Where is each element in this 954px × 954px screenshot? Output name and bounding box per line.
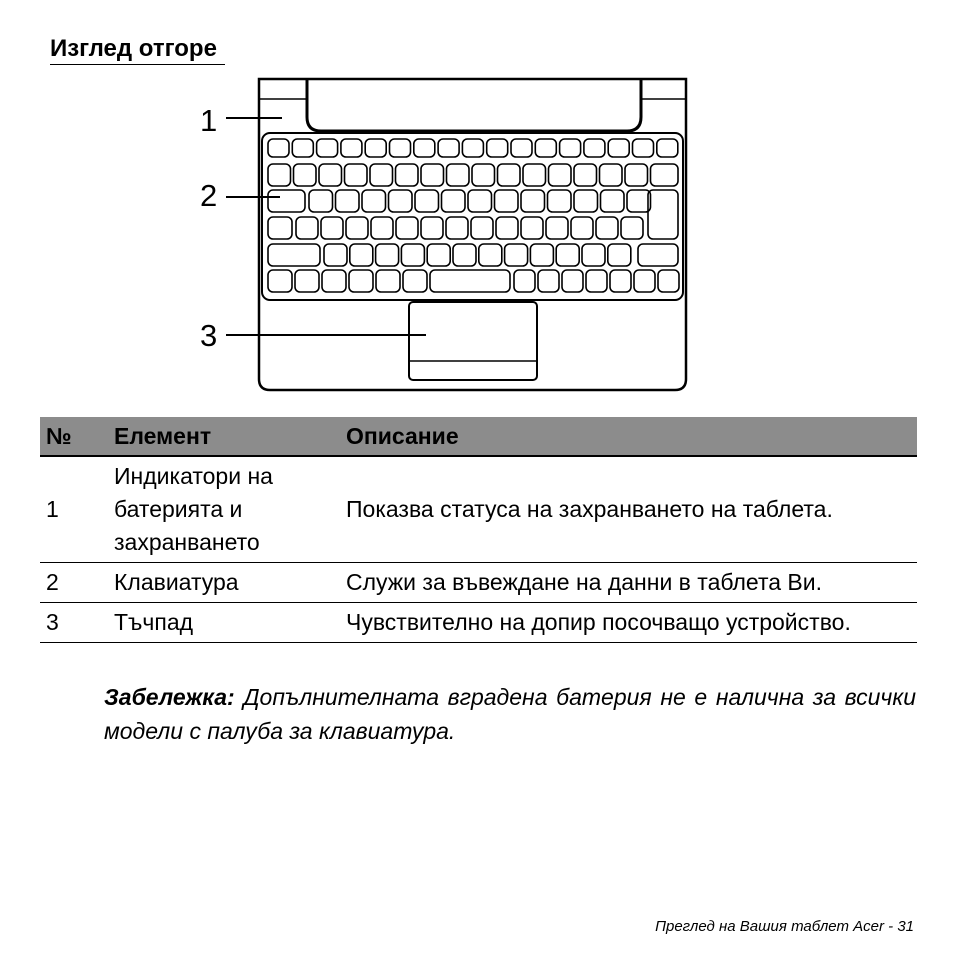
keyboard-key bbox=[638, 244, 678, 266]
keyboard-key bbox=[396, 217, 418, 239]
keyboard-key bbox=[472, 164, 495, 186]
dock-outline bbox=[259, 79, 686, 390]
keyboard-key bbox=[370, 164, 393, 186]
row-element: Клавиатура bbox=[108, 563, 340, 603]
keyboard-key bbox=[530, 244, 553, 266]
keyboard-key bbox=[446, 217, 468, 239]
keyboard-key bbox=[546, 217, 568, 239]
keyboard-key bbox=[514, 270, 535, 292]
keyboard-key bbox=[621, 217, 643, 239]
hinge bbox=[307, 79, 641, 131]
keyboard-key bbox=[345, 164, 368, 186]
keyboard-key bbox=[365, 139, 386, 157]
callout-1: 1 bbox=[200, 103, 218, 138]
keyboard-key bbox=[453, 244, 476, 266]
keyboard-key bbox=[479, 244, 502, 266]
keyboard-key bbox=[322, 270, 346, 292]
callout-2: 2 bbox=[200, 178, 218, 213]
keyboard-key bbox=[309, 190, 333, 212]
keyboard-key bbox=[268, 244, 320, 266]
header-element: Елемент bbox=[108, 417, 340, 456]
keyboard-key bbox=[415, 190, 439, 212]
keyboard-key bbox=[447, 164, 470, 186]
keyboard-key bbox=[505, 244, 528, 266]
keyboard-key bbox=[427, 244, 450, 266]
keyboard-key bbox=[562, 270, 583, 292]
keyboard-key bbox=[421, 217, 443, 239]
row-element: Индикатори на батерията и захранването bbox=[108, 456, 340, 563]
keyboard-key bbox=[560, 139, 581, 157]
keyboard-key bbox=[658, 270, 679, 292]
keyboard-key bbox=[495, 190, 519, 212]
keyboard-key bbox=[571, 217, 593, 239]
keyboard-key bbox=[523, 164, 546, 186]
keyboard-key bbox=[268, 190, 305, 212]
keyboard-key bbox=[586, 270, 607, 292]
keyboard-key bbox=[414, 139, 435, 157]
note-text: Допълнителната вградена батерия не е налична за всички модели с палуба за клавиатура. bbox=[104, 684, 916, 744]
keyboard-key bbox=[349, 270, 373, 292]
keyboard-key bbox=[350, 244, 373, 266]
keyboard-key bbox=[403, 270, 427, 292]
keyboard-key bbox=[556, 244, 579, 266]
keyboard-key bbox=[574, 190, 598, 212]
keyboard-key bbox=[657, 139, 678, 157]
keyboard-key bbox=[582, 244, 605, 266]
section-title: Изглед отгоре bbox=[50, 34, 225, 65]
table-header-row bbox=[40, 417, 917, 456]
keyboard-key bbox=[321, 217, 343, 239]
keyboard-key bbox=[538, 270, 559, 292]
keyboard-key bbox=[401, 244, 424, 266]
keyboard-key bbox=[608, 244, 631, 266]
row-number: 2 bbox=[40, 563, 108, 603]
keyboard-key bbox=[341, 139, 362, 157]
keyboard-key bbox=[376, 244, 399, 266]
callout-3: 3 bbox=[200, 318, 218, 353]
keyboard-dock-drawing bbox=[190, 72, 700, 397]
table-row bbox=[40, 456, 917, 563]
keyboard-key bbox=[496, 217, 518, 239]
keyboard-key bbox=[625, 164, 648, 186]
row-description: Чувствително на допир посочващо устройство. bbox=[340, 603, 917, 643]
keyboard-key bbox=[634, 270, 655, 292]
keyboard-key bbox=[389, 190, 413, 212]
keyboard-key bbox=[421, 164, 444, 186]
keyboard-key bbox=[584, 139, 605, 157]
keyboard-key bbox=[362, 190, 386, 212]
keyboard-key bbox=[319, 164, 342, 186]
touchpad bbox=[409, 302, 537, 380]
keyboard-key bbox=[511, 139, 532, 157]
keyboard-key bbox=[324, 244, 347, 266]
header-description: Описание bbox=[340, 417, 917, 456]
keyboard-key bbox=[487, 139, 508, 157]
keyboard-key bbox=[317, 139, 338, 157]
keyboard-key bbox=[442, 190, 466, 212]
keyboard-key bbox=[336, 190, 360, 212]
keyboard-key bbox=[596, 217, 618, 239]
keyboard-key bbox=[548, 190, 572, 212]
keyboard-key bbox=[376, 270, 400, 292]
keyboard-key bbox=[268, 139, 289, 157]
table-row bbox=[40, 563, 917, 603]
row-description: Показва статуса на захранването на таблета. bbox=[340, 456, 917, 563]
keyboard-key bbox=[295, 270, 319, 292]
keyboard-key bbox=[471, 217, 493, 239]
row-number: 3 bbox=[40, 603, 108, 643]
row-number: 1 bbox=[40, 456, 108, 563]
page-footer: Преглед на Вашия таблет Acer - 31 bbox=[655, 918, 914, 935]
keyboard-key bbox=[574, 164, 597, 186]
keyboard-key bbox=[268, 164, 291, 186]
keyboard-key bbox=[521, 190, 545, 212]
keyboard-key bbox=[521, 217, 543, 239]
keyboard-key bbox=[627, 190, 651, 212]
component-table bbox=[40, 417, 917, 643]
keyboard-key bbox=[438, 139, 459, 157]
keyboard-key bbox=[651, 164, 679, 186]
keyboard-key bbox=[498, 164, 521, 186]
keyboard-key bbox=[633, 139, 654, 157]
keyboard-dock-top-view-illustration bbox=[190, 72, 700, 397]
keyboard-key bbox=[468, 190, 492, 212]
row-description: Служи за въвеждане на данни в таблета Ви. bbox=[340, 563, 917, 603]
keyboard-key bbox=[268, 217, 292, 239]
keyboard-key bbox=[296, 217, 318, 239]
keyboard-key bbox=[535, 139, 556, 157]
keyboard-key bbox=[610, 270, 631, 292]
keyboard-key bbox=[390, 139, 411, 157]
row-element: Тъчпад bbox=[108, 603, 340, 643]
keyboard-key bbox=[294, 164, 317, 186]
keyboard-key bbox=[430, 270, 510, 292]
header-number: № bbox=[40, 417, 108, 456]
keyboard-key bbox=[371, 217, 393, 239]
keyboard-key bbox=[608, 139, 629, 157]
keyboard-key bbox=[600, 164, 623, 186]
keyboard-key bbox=[396, 164, 419, 186]
keyboard-key bbox=[601, 190, 625, 212]
note-label: Забележка: bbox=[104, 684, 235, 710]
keyboard-key bbox=[268, 270, 292, 292]
note bbox=[104, 680, 916, 748]
table-row bbox=[40, 603, 917, 643]
keyboard-key bbox=[549, 164, 572, 186]
keyboard-key bbox=[462, 139, 483, 157]
keyboard-key bbox=[346, 217, 368, 239]
keyboard-key bbox=[292, 139, 313, 157]
keyboard-key bbox=[648, 190, 678, 239]
